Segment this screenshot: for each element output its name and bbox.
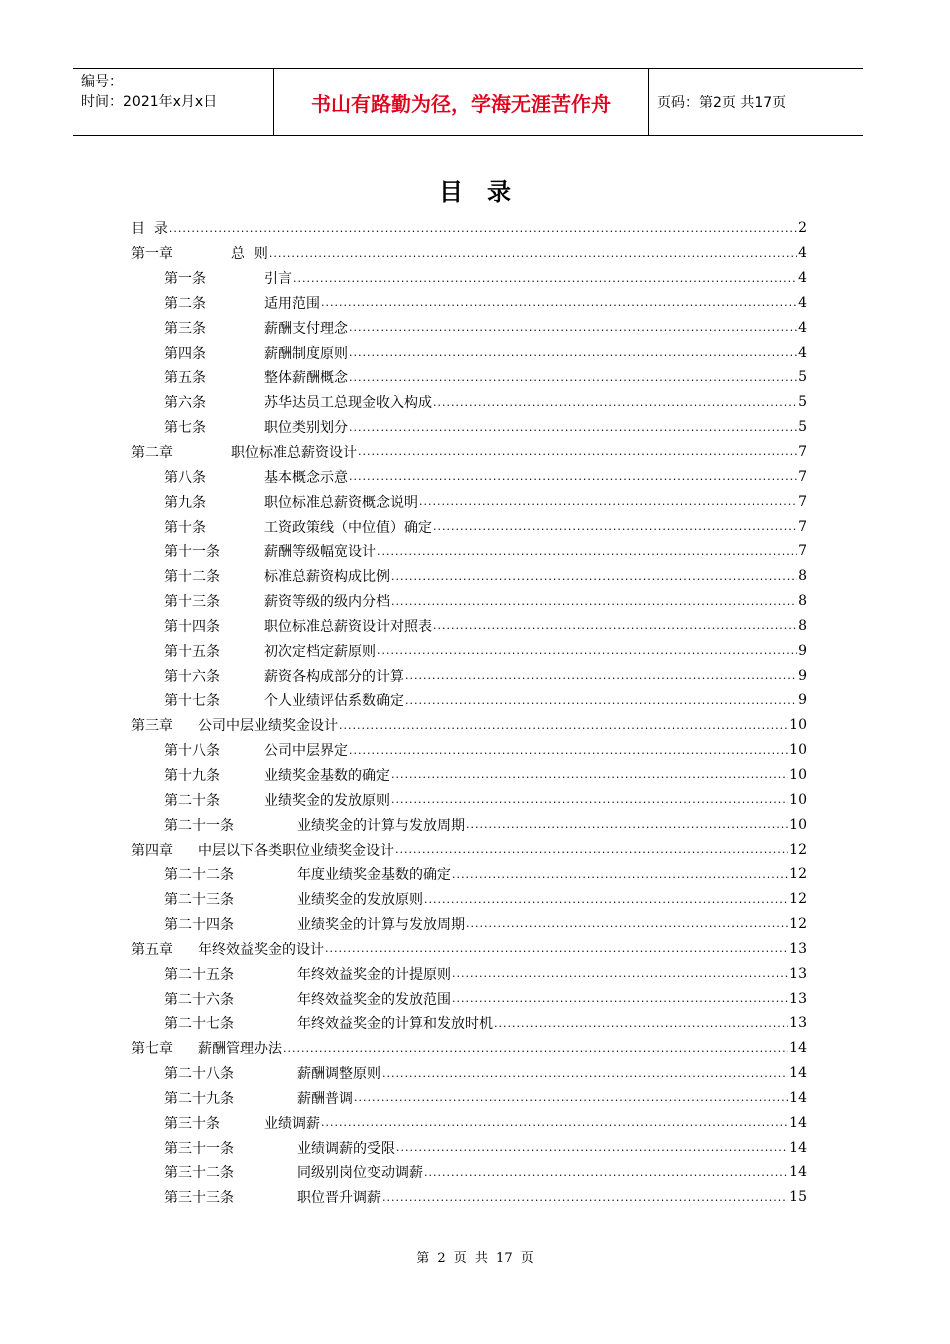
toc-leader-dots xyxy=(391,594,797,610)
toc-entry-page: 4 xyxy=(798,270,807,287)
toc-entry-page: 4 xyxy=(798,319,807,336)
toc-entry-number: 第一章 xyxy=(131,246,173,263)
toc-entry[interactable] xyxy=(131,887,807,912)
toc-entry[interactable] xyxy=(131,713,807,738)
toc-entry[interactable] xyxy=(131,688,807,713)
toc-leader-dots xyxy=(354,1090,788,1106)
toc-entry-page: 13 xyxy=(789,990,807,1007)
toc-leader-dots xyxy=(419,494,797,510)
toc-entry-page: 8 xyxy=(798,617,807,634)
toc-entry-number: 第十三条 xyxy=(164,594,220,611)
toc-entry[interactable] xyxy=(131,365,807,390)
toc-entry-title: 薪酬调整原则 xyxy=(297,1066,381,1083)
toc-entry-number: 第二十七条 xyxy=(164,1016,234,1033)
toc-entry-title: 年终效益奖金的发放范围 xyxy=(297,991,451,1008)
toc-entry[interactable] xyxy=(131,589,807,614)
toc-entry[interactable] xyxy=(131,1061,807,1086)
toc-entry[interactable] xyxy=(131,1011,807,1036)
toc-leader-dots xyxy=(396,1140,788,1156)
toc-entry[interactable] xyxy=(131,912,807,937)
toc-leader-dots xyxy=(349,469,797,485)
toc-entry-page: 12 xyxy=(789,916,807,933)
page-header xyxy=(73,68,863,136)
toc-entry[interactable] xyxy=(131,986,807,1011)
toc-leader-dots xyxy=(382,1190,788,1206)
toc-entry-title: 薪酬等级幅宽设计 xyxy=(264,544,376,561)
toc-entry-page: 8 xyxy=(798,593,807,610)
toc-leader-dots xyxy=(377,643,797,659)
toc-entry-page: 14 xyxy=(789,1065,807,1082)
toc-entry-number: 第九条 xyxy=(164,494,206,511)
time-label: 时间：2021年x月x日 xyxy=(81,94,218,110)
toc-entry-title: 工资政策线（中位值）确定 xyxy=(264,519,432,536)
toc-entry-page: 14 xyxy=(789,1139,807,1156)
toc-entry[interactable] xyxy=(131,663,807,688)
toc-entry-page: 8 xyxy=(798,568,807,585)
header-meta xyxy=(73,69,274,135)
toc-leader-dots xyxy=(293,271,797,287)
toc-entry-page: 14 xyxy=(789,1164,807,1181)
toc-entry-number: 第十条 xyxy=(164,519,206,536)
toc-entry-number: 第十五条 xyxy=(164,643,220,660)
toc-entry-title: 职位标准总薪资概念说明 xyxy=(264,494,418,511)
toc-entry-number: 第三十条 xyxy=(164,1115,220,1132)
toc-entry-page: 12 xyxy=(789,891,807,908)
toc-entry[interactable] xyxy=(131,464,807,489)
toc-entry-number: 第十七条 xyxy=(164,693,220,710)
toc-entry-number: 第二十五条 xyxy=(164,966,234,983)
toc-entry-page: 9 xyxy=(798,667,807,684)
toc-entry-title: 职位晋升调薪 xyxy=(297,1190,381,1207)
toc-entry-title: 业绩奖金的发放原则 xyxy=(264,792,390,809)
toc-entry-title: 同级别岗位变动调薪 xyxy=(297,1165,423,1182)
toc-entry-number: 目 录 xyxy=(131,221,168,238)
toc-entry-title: 基本概念示意 xyxy=(264,469,348,486)
toc-entry-page: 14 xyxy=(789,1040,807,1057)
toc-entry-number: 第十二条 xyxy=(164,569,220,586)
toc-entry[interactable] xyxy=(131,936,807,961)
toc-entry-number: 第二十四条 xyxy=(164,917,234,934)
toc-leader-dots xyxy=(494,1016,788,1032)
toc-entry[interactable] xyxy=(131,1110,807,1135)
toc-entry-title: 薪酬支付理念 xyxy=(264,320,348,337)
toc-entry-number: 第四条 xyxy=(164,345,206,362)
toc-entry-title: 适用范围 xyxy=(264,295,320,312)
toc-leader-dots xyxy=(452,991,788,1007)
toc-entry-title: 业绩调薪 xyxy=(264,1115,320,1132)
toc-entry-title: 苏华达员工总现金收入构成 xyxy=(264,395,432,412)
toc-entry[interactable] xyxy=(131,812,807,837)
toc-leader-dots xyxy=(433,618,797,634)
toc-entry-number: 第五章 xyxy=(131,941,173,958)
toc-entry-title: 薪酬制度原则 xyxy=(264,345,348,362)
toc-entry-title: 整体薪酬概念 xyxy=(264,370,348,387)
toc-entry[interactable] xyxy=(131,1185,807,1210)
toc-entry[interactable] xyxy=(131,614,807,639)
toc-entry-number: 第十九条 xyxy=(164,767,220,784)
toc-leader-dots xyxy=(321,295,797,311)
toc-entry-number: 第二条 xyxy=(164,295,206,312)
toc-entry-page: 14 xyxy=(789,1089,807,1106)
toc-entry-number: 第六条 xyxy=(164,395,206,412)
toc-entry-title: 个人业绩评估系数确定 xyxy=(264,693,404,710)
toc-entry[interactable] xyxy=(131,1160,807,1185)
toc-leader-dots xyxy=(466,817,788,833)
toc-entry-page: 14 xyxy=(789,1114,807,1131)
page-title: 目录 xyxy=(439,178,535,206)
toc-entry-page: 4 xyxy=(798,245,807,262)
toc-entry-page: 9 xyxy=(798,642,807,659)
toc-entry-page: 4 xyxy=(798,294,807,311)
toc-entry-title: 标准总薪资构成比例 xyxy=(264,569,390,586)
toc-entry-page: 7 xyxy=(798,518,807,535)
toc-entry[interactable] xyxy=(131,1036,807,1061)
toc-entry-number: 第三十一条 xyxy=(164,1140,234,1157)
toc-entry[interactable] xyxy=(131,763,807,788)
toc-entry-title: 业绩奖金的计算与发放周期 xyxy=(297,917,465,934)
serial-label: 编号： xyxy=(81,74,123,90)
toc-entry[interactable] xyxy=(131,738,807,763)
toc-leader-dots xyxy=(169,221,797,237)
toc-leader-dots xyxy=(349,370,797,386)
toc-entry-number: 第十六条 xyxy=(164,668,220,685)
toc-entry-page: 13 xyxy=(789,1015,807,1032)
toc-entry-number: 第七章 xyxy=(131,1041,173,1058)
toc-entry[interactable] xyxy=(131,1086,807,1111)
toc-leader-dots xyxy=(466,916,788,932)
toc-entry-title: 总 则 xyxy=(231,246,268,263)
toc-entry-title: 年终效益奖金的计提原则 xyxy=(297,966,451,983)
toc-entry-page: 5 xyxy=(798,419,807,436)
toc-entry-title: 薪资等级的级内分档 xyxy=(264,594,390,611)
toc-entry[interactable] xyxy=(131,415,807,440)
toc-entry-number: 第五条 xyxy=(164,370,206,387)
toc-leader-dots xyxy=(377,544,797,560)
toc-entry-number: 第七条 xyxy=(164,420,206,437)
toc-entry-page: 12 xyxy=(789,841,807,858)
toc-entry-number: 第三十二条 xyxy=(164,1165,234,1182)
toc-entry-number: 第二十三条 xyxy=(164,892,234,909)
toc-leader-dots xyxy=(405,668,797,684)
toc-entry[interactable] xyxy=(131,961,807,986)
toc-entry-page: 15 xyxy=(789,1189,807,1206)
toc-entry-number: 第三条 xyxy=(164,320,206,337)
toc-entry-number: 第三十三条 xyxy=(164,1190,234,1207)
toc-leader-dots xyxy=(339,718,788,734)
toc-entry-page: 10 xyxy=(789,766,807,783)
toc-leader-dots xyxy=(424,892,788,908)
toc-entry-title: 公司中层界定 xyxy=(264,743,348,760)
toc-entry[interactable] xyxy=(131,440,807,465)
toc-entry-number: 第二十六条 xyxy=(164,991,234,1008)
toc-entry[interactable] xyxy=(131,787,807,812)
page-footer: 第 2 页 共 17 页 xyxy=(416,1251,534,1266)
toc-entry[interactable] xyxy=(131,564,807,589)
toc-entry[interactable] xyxy=(131,837,807,862)
toc-entry-page: 13 xyxy=(789,965,807,982)
toc-entry[interactable] xyxy=(131,266,807,291)
toc-entry-page: 5 xyxy=(798,394,807,411)
toc-entry-number: 第八条 xyxy=(164,469,206,486)
toc-leader-dots xyxy=(395,842,788,858)
toc-leader-dots xyxy=(452,966,788,982)
toc-entry[interactable] xyxy=(131,514,807,539)
toc-entry-title: 薪酬管理办法 xyxy=(198,1041,282,1058)
toc-entry[interactable] xyxy=(131,539,807,564)
toc-entry-page: 12 xyxy=(789,866,807,883)
toc-entry-page: 7 xyxy=(798,493,807,510)
toc-entry-title: 薪酬普调 xyxy=(297,1090,353,1107)
toc-entry-page: 13 xyxy=(789,940,807,957)
toc-entry-number: 第三章 xyxy=(131,718,173,735)
toc-entry-number: 第十四条 xyxy=(164,618,220,635)
toc-entry-title: 职位标准总薪资设计 xyxy=(231,445,357,462)
toc-entry-title: 薪资各构成部分的计算 xyxy=(264,668,404,685)
toc-leader-dots xyxy=(269,246,797,262)
toc-entry[interactable] xyxy=(131,340,807,365)
toc-entry[interactable] xyxy=(131,862,807,887)
toc-leader-dots xyxy=(349,743,788,759)
toc-leader-dots xyxy=(391,792,788,808)
toc-entry-title: 业绩奖金基数的确定 xyxy=(264,767,390,784)
toc-entry-page: 2 xyxy=(798,220,807,237)
toc-entry-page: 7 xyxy=(798,468,807,485)
toc-leader-dots xyxy=(391,767,788,783)
toc-entry[interactable] xyxy=(131,638,807,663)
toc-entry-number: 第二十条 xyxy=(164,792,220,809)
toc-entry-title: 年度业绩奖金基数的确定 xyxy=(297,867,451,884)
toc-entry-number: 第二十九条 xyxy=(164,1090,234,1107)
toc-leader-dots xyxy=(283,1041,788,1057)
header-motto: 书山有路勤为径，学海无涯苦作舟 xyxy=(274,69,649,135)
toc-leader-dots xyxy=(424,1165,788,1181)
toc-entry-page: 4 xyxy=(798,344,807,361)
toc-entry-page: 9 xyxy=(798,692,807,709)
toc-leader-dots xyxy=(391,569,797,585)
toc-entry-title: 中层以下各类职位业绩奖金设计 xyxy=(198,842,394,859)
toc-entry-page: 10 xyxy=(789,816,807,833)
toc-leader-dots xyxy=(349,345,797,361)
table-of-contents xyxy=(131,216,807,1210)
toc-entry-page: 10 xyxy=(789,742,807,759)
toc-entry-page: 5 xyxy=(798,369,807,386)
toc-entry[interactable] xyxy=(131,489,807,514)
toc-entry[interactable] xyxy=(131,291,807,316)
toc-entry-title: 公司中层业绩奖金设计 xyxy=(198,718,338,735)
toc-leader-dots xyxy=(433,519,797,535)
toc-entry-page: 10 xyxy=(789,717,807,734)
toc-entry-number: 第二十二条 xyxy=(164,867,234,884)
toc-entry-number: 第二十一条 xyxy=(164,817,234,834)
toc-leader-dots xyxy=(321,1115,788,1131)
toc-entry-title: 业绩奖金的计算与发放周期 xyxy=(297,817,465,834)
toc-entry-page: 10 xyxy=(789,791,807,808)
toc-entry-number: 第四章 xyxy=(131,842,173,859)
toc-leader-dots xyxy=(325,941,788,957)
toc-entry[interactable] xyxy=(131,390,807,415)
toc-entry-number: 第十一条 xyxy=(164,544,220,561)
toc-entry-page: 7 xyxy=(798,543,807,560)
toc-entry-title: 职位标准总薪资设计对照表 xyxy=(264,618,432,635)
toc-entry[interactable] xyxy=(131,216,807,241)
toc-entry-title: 年终效益奖金的设计 xyxy=(198,941,324,958)
toc-leader-dots xyxy=(382,1066,788,1082)
toc-leader-dots xyxy=(349,320,797,336)
toc-leader-dots xyxy=(433,395,797,411)
toc-entry-number: 第二十八条 xyxy=(164,1066,234,1083)
toc-entry-title: 初次定档定薪原则 xyxy=(264,643,376,660)
toc-entry[interactable] xyxy=(131,315,807,340)
toc-entry-title: 引言 xyxy=(264,271,292,288)
toc-entry-title: 职位类别划分 xyxy=(264,420,348,437)
header-page-info: 页码：第2页 共17页 xyxy=(657,95,787,111)
toc-entry[interactable] xyxy=(131,241,807,266)
toc-entry-title: 业绩奖金的发放原则 xyxy=(297,892,423,909)
toc-entry-number: 第二章 xyxy=(131,445,173,462)
toc-entry[interactable] xyxy=(131,1135,807,1160)
toc-entry-number: 第十八条 xyxy=(164,743,220,760)
toc-leader-dots xyxy=(358,444,797,460)
toc-leader-dots xyxy=(349,420,797,436)
toc-leader-dots xyxy=(405,693,797,709)
toc-entry-page: 7 xyxy=(798,444,807,461)
toc-entry-title: 年终效益奖金的计算和发放时机 xyxy=(297,1016,493,1033)
toc-leader-dots xyxy=(452,867,788,883)
toc-entry-title: 业绩调薪的受限 xyxy=(297,1140,395,1157)
toc-entry-number: 第一条 xyxy=(164,271,206,288)
